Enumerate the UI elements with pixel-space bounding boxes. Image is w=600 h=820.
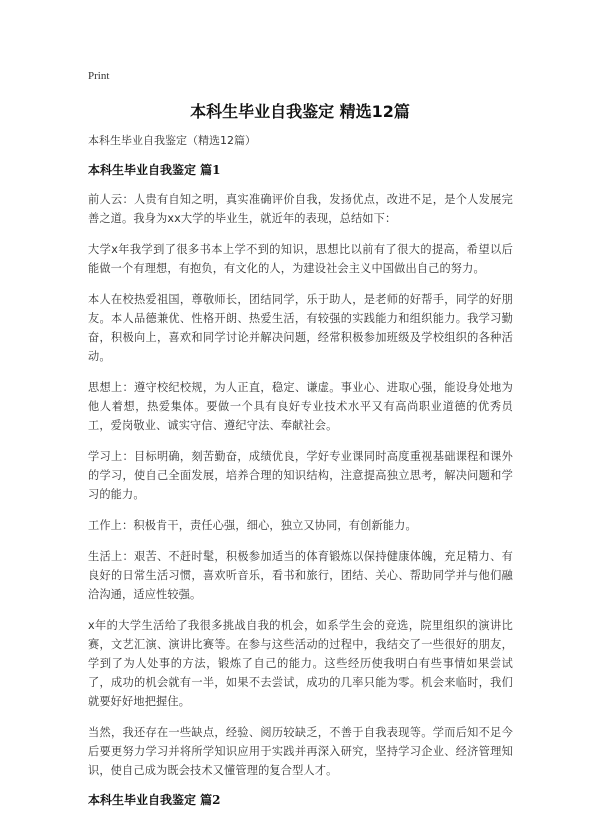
paragraph-life: 生活上：艰苦、不赶时髦，积极参加适当的体育锻炼以保持健康体魄，充足精力、有良好的日常生活习惯，喜欢听音乐，看书和旅行，团结、关心、帮助同学并与他们融洽沟通，适应性较强。: [88, 550, 513, 601]
section-heading-2: 本科生毕业自我鉴定 篇2: [88, 793, 221, 807]
document-body: [88, 133, 513, 820]
print-link[interactable]: Print: [88, 70, 110, 82]
paragraph-university-years: 大学x年我学到了很多书本上学不到的知识，思想比以前有了很大的提高，希望以后能做一个有理想，有抱负，有文化的人，为建设社会主义中国做出自己的努力。: [88, 243, 513, 275]
paragraph-shortcomings: 当然，我还存在一些缺点，经验、阅历较缺乏，不善于自我表现等。学而后知不足今后要更努力学习并将所学知识应用于实践并再深入研究，坚持学习企业、经济管理知识，使自己成为既会技术又懂管理的复合型人才。: [88, 726, 513, 777]
paragraph-intro: 前人云：人贵有自知之明，真实准确评价自我，发扬优点，改进不足，是个人发展完善之道。我身为xx大学的毕业生，就近年的表现，总结如下：: [88, 193, 513, 225]
paragraph-work: 工作上：积极肯干，责任心强，细心，独立又协同，有创新能力。: [88, 519, 417, 532]
document-subtitle: 本科生毕业自我鉴定（精选12篇）: [88, 134, 256, 147]
section-heading-1: 本科生毕业自我鉴定 篇1: [88, 163, 221, 177]
paragraph-study: 学习上：目标明确，刻苦勤奋，成绩优良，学好专业课同时高度重视基础课程和课外的学习，使自己全面发展，培养合理的知识结构，注意提高独立思考，解决问题和学习的能力。: [88, 450, 513, 501]
paragraph-challenges: x年的大学生活给了我很多挑战自我的机会，如系学生会的竞选，院里组织的演讲比赛，文艺汇演、演讲比赛等。在参与这些活动的过程中，我结交了一些很好的朋友，学到了为人处事的方法，锻炼了自己的能力。这些经历使我明白有些事情如果尝试了，成功的机会就有一半，如果不去尝试，成功的几率只能为零。机会来临时，我们就要好好地把握住。: [88, 619, 513, 708]
paragraph-character: 本人在校热爱祖国，尊敬师长，团结同学，乐于助人，是老师的好帮手，同学的好朋友。本人品德兼优、性格开朗、热爱生活，有较强的实践能力和组织能力。我学习勤奋，积极向上，喜欢和同学讨论并解决问题，经常积极参加班级及学校组织的各种活动。: [88, 293, 513, 363]
paragraph-ideology: 思想上：遵守校纪校规，为人正直，稳定、谦虚。事业心、进取心强，能设身处地为他人着想，热爱集体。要做一个具有良好专业技术水平又有高尚职业道德的优秀员工，爱岗敬业、诚实守信、遵纪守法、奉献社会。: [88, 381, 513, 432]
page-title: 本科生毕业自我鉴定 精选12篇: [190, 102, 410, 121]
